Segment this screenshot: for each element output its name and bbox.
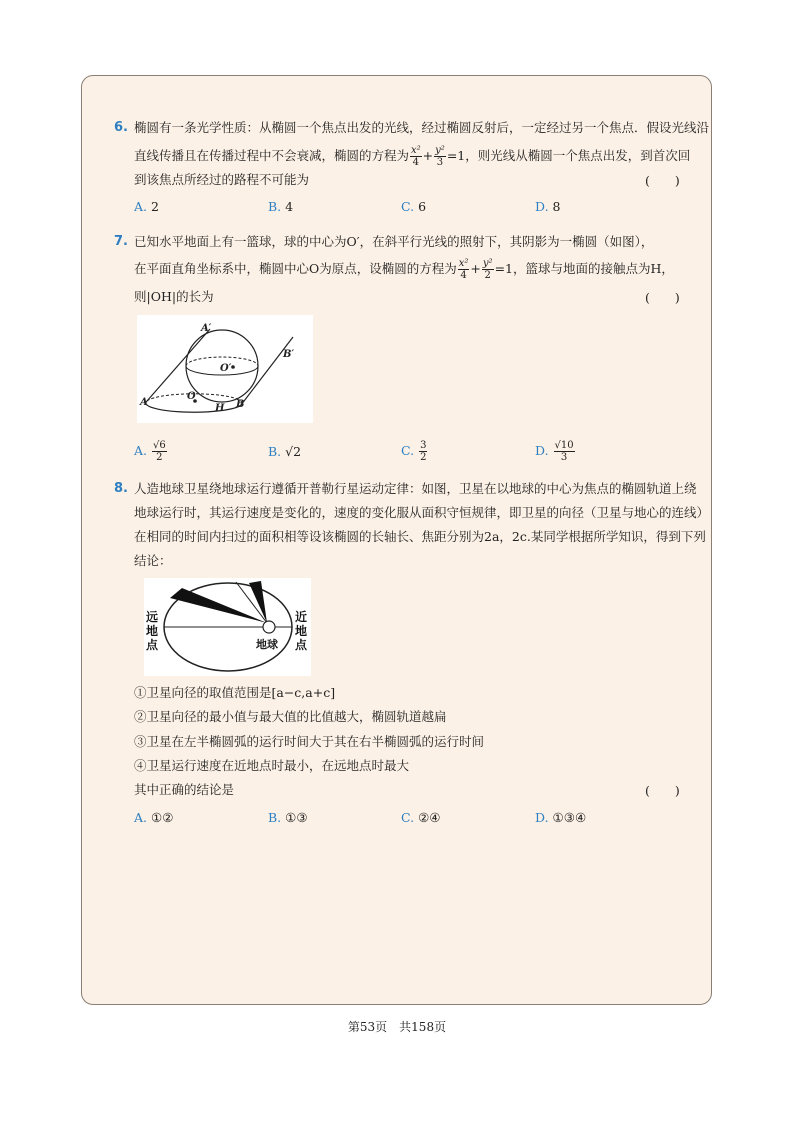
q8-statement-1: ①卫星向径的取值范围是[a−c,a+c] [134, 685, 336, 700]
q6-option-a[interactable]: A. 2 [134, 199, 159, 214]
q8-line3: 在相同的时间内扫过的面积相等设该椭圆的长轴长、焦距分别为2a，2c.某同学根据所学知识，得到下列 [134, 529, 706, 544]
q7-number: 7. [114, 234, 128, 249]
far-point-label-2: 地 [146, 624, 159, 638]
q7-line2: 在平面直角坐标系中，椭圆中心O为原点，设椭圆的方程为 $\frac{\text{x²}}{4}$ + $\frac{\text{y²}}{2}$ =1，篮球与地面的接触点为H， [134, 258, 674, 281]
satellite-orbit-diagram [144, 578, 311, 676]
q6-line1: 椭圆有一条光学性质：从椭圆一个焦点出发的光线，经过椭圆反射后，一定经过另一个焦点．假设光线沿 [134, 120, 710, 135]
label-h: H [215, 403, 225, 414]
far-point-label-3: 点 [146, 638, 159, 652]
q7-line1: 已知水平地面上有一篮球，球的中心为O′，在斜平行光线的照射下，其阴影为一椭圆（如图）， [134, 234, 654, 249]
q8-option-b[interactable]: B. ①③ [268, 810, 308, 825]
q6-option-b[interactable]: B. 4 [268, 199, 294, 214]
q7-frac-x: $\frac{\text{x²}}{4}$ [458, 258, 469, 281]
far-point-label-1: 远 [146, 610, 159, 624]
q8-statement-3: ③卫星在左半椭圆弧的运行时间大于其在右半椭圆弧的运行时间 [134, 734, 485, 749]
q8-line2: 地球运行时，其运行速度是变化的，速度的变化服从面积守恒规律，即卫星的向径（卫星与地心的连线） [134, 505, 710, 520]
q7-line3: 则|OH|的长为 [134, 289, 214, 304]
q6-frac-x: $\frac{\text{x²}}{4}$ [411, 145, 421, 168]
label-a: A [140, 397, 148, 408]
q6-option-d[interactable]: D. 8 [535, 199, 561, 214]
q8-statement-2: ②卫星向径的最小值与最大值的比值越大，椭圆轨道越扁 [134, 709, 447, 724]
q6-line2-pre: 直线传播且在传播过程中不会衰减，椭圆的方程为 [134, 148, 410, 163]
label-a-prime: A′ [201, 323, 212, 334]
q6-option-c[interactable]: C. 6 [401, 199, 427, 214]
q7-answer-paren: ( ) [645, 290, 680, 305]
basketball-shadow-diagram [137, 315, 313, 423]
q7-option-d[interactable]: D. $\frac{√10}{3}$ [535, 440, 574, 463]
q6-answer-paren: ( ) [645, 173, 680, 188]
label-o-prime: O′ [220, 363, 232, 374]
q6-line3: 到该焦点所经过的路程不可能为 [134, 172, 310, 187]
satellite-orbit-figure [144, 578, 311, 676]
q8-statement-4: ④卫星运行速度在近地点时最小，在远地点时最大 [134, 758, 410, 773]
q7-option-c[interactable]: C. $\frac{3}{2}$ [401, 440, 427, 463]
earth-label: 地球 [256, 638, 278, 651]
q8-line1: 人造地球卫星绕地球运行遵循开普勒行星运动定律：如图，卫星在以地球的中心为焦点的椭圆轨道上绕 [134, 481, 697, 496]
near-point-label-2: 地 [295, 624, 308, 638]
label-o: O [187, 391, 196, 402]
q8-number: 8. [114, 481, 128, 496]
q8-prompt: 其中正确的结论是 [134, 782, 235, 797]
q7-option-b[interactable]: B. √2 [268, 444, 302, 459]
q6-line2: 直线传播且在传播过程中不会衰减，椭圆的方程为 $\frac{\text{x²}}{4}$ + $\frac{\text{y²}}{3}$ =1，则光线从椭圆一个焦点出发，到首次回 [134, 145, 691, 168]
page-footer: 第53页 共158页 [347, 1020, 447, 1034]
q8-option-c[interactable]: C. ②④ [401, 810, 441, 825]
q8-line4: 结论： [134, 553, 172, 568]
q6-frac-y: $\frac{\text{y²}}{3}$ [435, 145, 445, 168]
q8-answer-paren: ( ) [645, 783, 680, 798]
q7-frac-y: $\frac{\text{y²}}{2}$ [482, 258, 493, 281]
basketball-shadow-figure [137, 315, 313, 423]
near-point-label-1: 近 [295, 610, 308, 624]
label-b: B [236, 399, 245, 410]
q7-line2-pre: 在平面直角坐标系中，椭圆中心O为原点，设椭圆的方程为 [134, 261, 457, 276]
q8-option-d[interactable]: D. ①③④ [535, 810, 587, 825]
q8-option-a[interactable]: A. ①② [134, 810, 174, 825]
q6-number: 6. [114, 120, 128, 135]
label-b-prime: B′ [283, 349, 295, 360]
q6-line2-post: =1，则光线从椭圆一个焦点出发，到首次回 [446, 148, 691, 163]
q7-line2-post: =1，篮球与地面的接触点为H， [494, 261, 674, 276]
near-point-label-3: 点 [295, 638, 308, 652]
q7-option-a[interactable]: A. $\frac{√6}{2}$ [134, 440, 166, 463]
